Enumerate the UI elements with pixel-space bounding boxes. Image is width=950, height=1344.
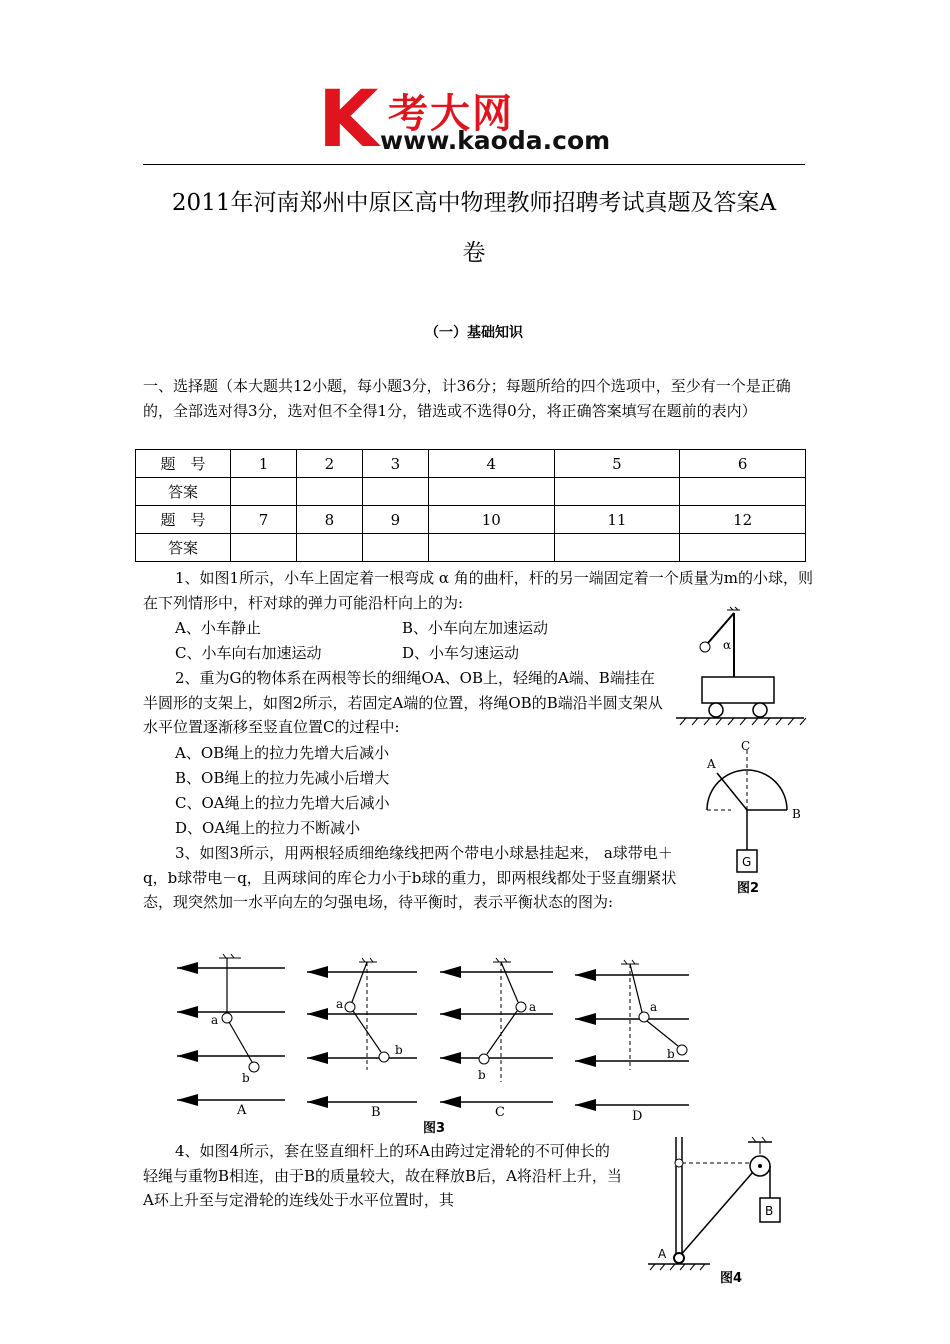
header-rule (143, 164, 805, 165)
label-b: B (765, 1204, 774, 1218)
table-row (136, 478, 806, 506)
table-row (136, 506, 806, 534)
label-a: A (658, 1247, 667, 1261)
answer-cell[interactable] (554, 534, 680, 562)
answer-table (135, 449, 806, 562)
figure-3-caption: 图3 (423, 1121, 446, 1135)
answer-cell[interactable] (554, 478, 680, 506)
q2-stem: 2、重为G的物体系在两根等长的细绳OA、OB上，轻绳的A端、B端挂在半圆形的支架上，如图2所示，若固定A端的位置，将绳OB的B端沿半圆支架从水平位置逐渐移至竖直位置C的过程中: (143, 669, 663, 737)
label-c: C (741, 739, 751, 753)
q1-option-a: A、小车静止 (175, 619, 261, 637)
ball-b-label: b (667, 1047, 675, 1061)
table-row (136, 450, 806, 478)
q1-option-b: B、小车向左加速运动 (402, 619, 549, 637)
panel-c (440, 958, 553, 1120)
q1-stem: 1、如图1所示，小车上固定着一根弯成 α 角的曲杆，杆的另一端固定着一个质量为m的小球，则在下列情形中，杆对球的弹力可能沿杆向上的为: (143, 569, 813, 612)
answer-cell[interactable] (362, 478, 428, 506)
figure-2-caption: 图2 (737, 881, 760, 896)
q4-stem: 4、如图4所示，套在竖直细杆上的环A由跨过定滑轮的不可伸长的轻绳与重物B相连，由于B的质量较大，故在释放B后，A将沿杆上升，当A环上升至与定滑轮的连线处于水平位置时，其 (143, 1142, 622, 1210)
answer-cell[interactable] (296, 478, 362, 506)
answer-cell[interactable] (362, 534, 428, 562)
option-b-label: B (371, 1105, 381, 1120)
ball-a-label: a (336, 997, 344, 1011)
answer-cell[interactable] (680, 478, 806, 506)
logo-url: www.kaoda.com (380, 126, 611, 155)
num-cell: 1 (231, 450, 297, 478)
question-intro: 一、选择题（本大题共12小题，每小题3分，计36分；每题所给的四个选项中，至少有一个是正确的，全部选对得3分，选对但不全得1分，错选或不选得0分，将正确答案填写在题前的表内） (143, 377, 791, 420)
num-header: 题 号 (136, 506, 231, 534)
panel-a (177, 954, 285, 1118)
title-line-2: 卷 (462, 240, 486, 266)
label-g: G (742, 855, 752, 869)
q1-option-d: D、小车匀速运动 (402, 644, 520, 662)
q1-option-c: C、小车向右加速运动 (175, 644, 322, 662)
num-cell: 9 (362, 506, 428, 534)
ball-b-label: b (242, 1071, 250, 1085)
answer-cell[interactable] (428, 478, 554, 506)
q2-option-b: B、OB绳上的拉力先减小后增大 (175, 769, 390, 787)
num-cell: 8 (296, 506, 362, 534)
logo-name: 考大网 (388, 91, 514, 137)
logo-mark: K (318, 75, 375, 165)
num-cell: 11 (554, 506, 680, 534)
answer-cell[interactable] (231, 478, 297, 506)
answer-cell[interactable] (428, 534, 554, 562)
figure-2-semicircle (695, 738, 810, 898)
num-cell: 5 (554, 450, 680, 478)
section-heading: （一）基础知识 (425, 325, 523, 341)
answer-cell[interactable] (231, 534, 297, 562)
document-title (143, 178, 805, 278)
num-cell: 12 (680, 506, 806, 534)
panel-b (307, 958, 417, 1120)
num-cell: 4 (428, 450, 554, 478)
option-a-label: A (237, 1103, 247, 1118)
num-cell: 2 (296, 450, 362, 478)
answer-header: 答案 (136, 534, 231, 562)
num-cell: 7 (231, 506, 297, 534)
q2-option-c: C、OA绳上的拉力先增大后减小 (175, 794, 390, 812)
option-d-label: D (632, 1109, 643, 1124)
figure-3-options (165, 950, 695, 1135)
option-c-label: C (495, 1105, 505, 1120)
answer-cell[interactable] (680, 534, 806, 562)
ball-b-label: b (395, 1043, 403, 1057)
answer-cell[interactable] (296, 534, 362, 562)
label-b: B (792, 807, 801, 821)
ball-a-label: a (211, 1013, 219, 1027)
q2-option-d: D、OA绳上的拉力不断减小 (175, 819, 361, 837)
figure-1-cart (672, 605, 807, 730)
panel-d (575, 960, 689, 1124)
figure-4-pulley (640, 1132, 800, 1287)
q2-option-a: A、OB绳上的拉力先增大后减小 (175, 744, 390, 762)
ball-a-label: a (529, 1000, 537, 1014)
num-cell: 6 (680, 450, 806, 478)
num-cell: 3 (362, 450, 428, 478)
ball-b-label: b (478, 1068, 486, 1082)
table-row (136, 534, 806, 562)
ball-a-label: a (650, 1000, 658, 1014)
site-logo (318, 75, 638, 165)
alpha-label: α (723, 638, 732, 652)
q3-stem: 3、如图3所示，用两根轻质细绝缘线把两个带电小球悬挂起来， a球带电＋q，b球带电－q，且两球间的库仑力小于b球的重力，即两根线都处于竖直绷紧状态，现突然加一水平向左的匀强电场，待平衡时，表示平衡状态的图为: (143, 844, 677, 912)
answer-header: 答案 (136, 478, 231, 506)
title-line-1: 2011年河南郑州中原区高中物理教师招聘考试真题及答案A (171, 190, 777, 216)
num-cell: 10 (428, 506, 554, 534)
figure-4-caption: 图4 (720, 1271, 743, 1286)
num-header: 题 号 (136, 450, 231, 478)
label-a: A (707, 757, 716, 771)
